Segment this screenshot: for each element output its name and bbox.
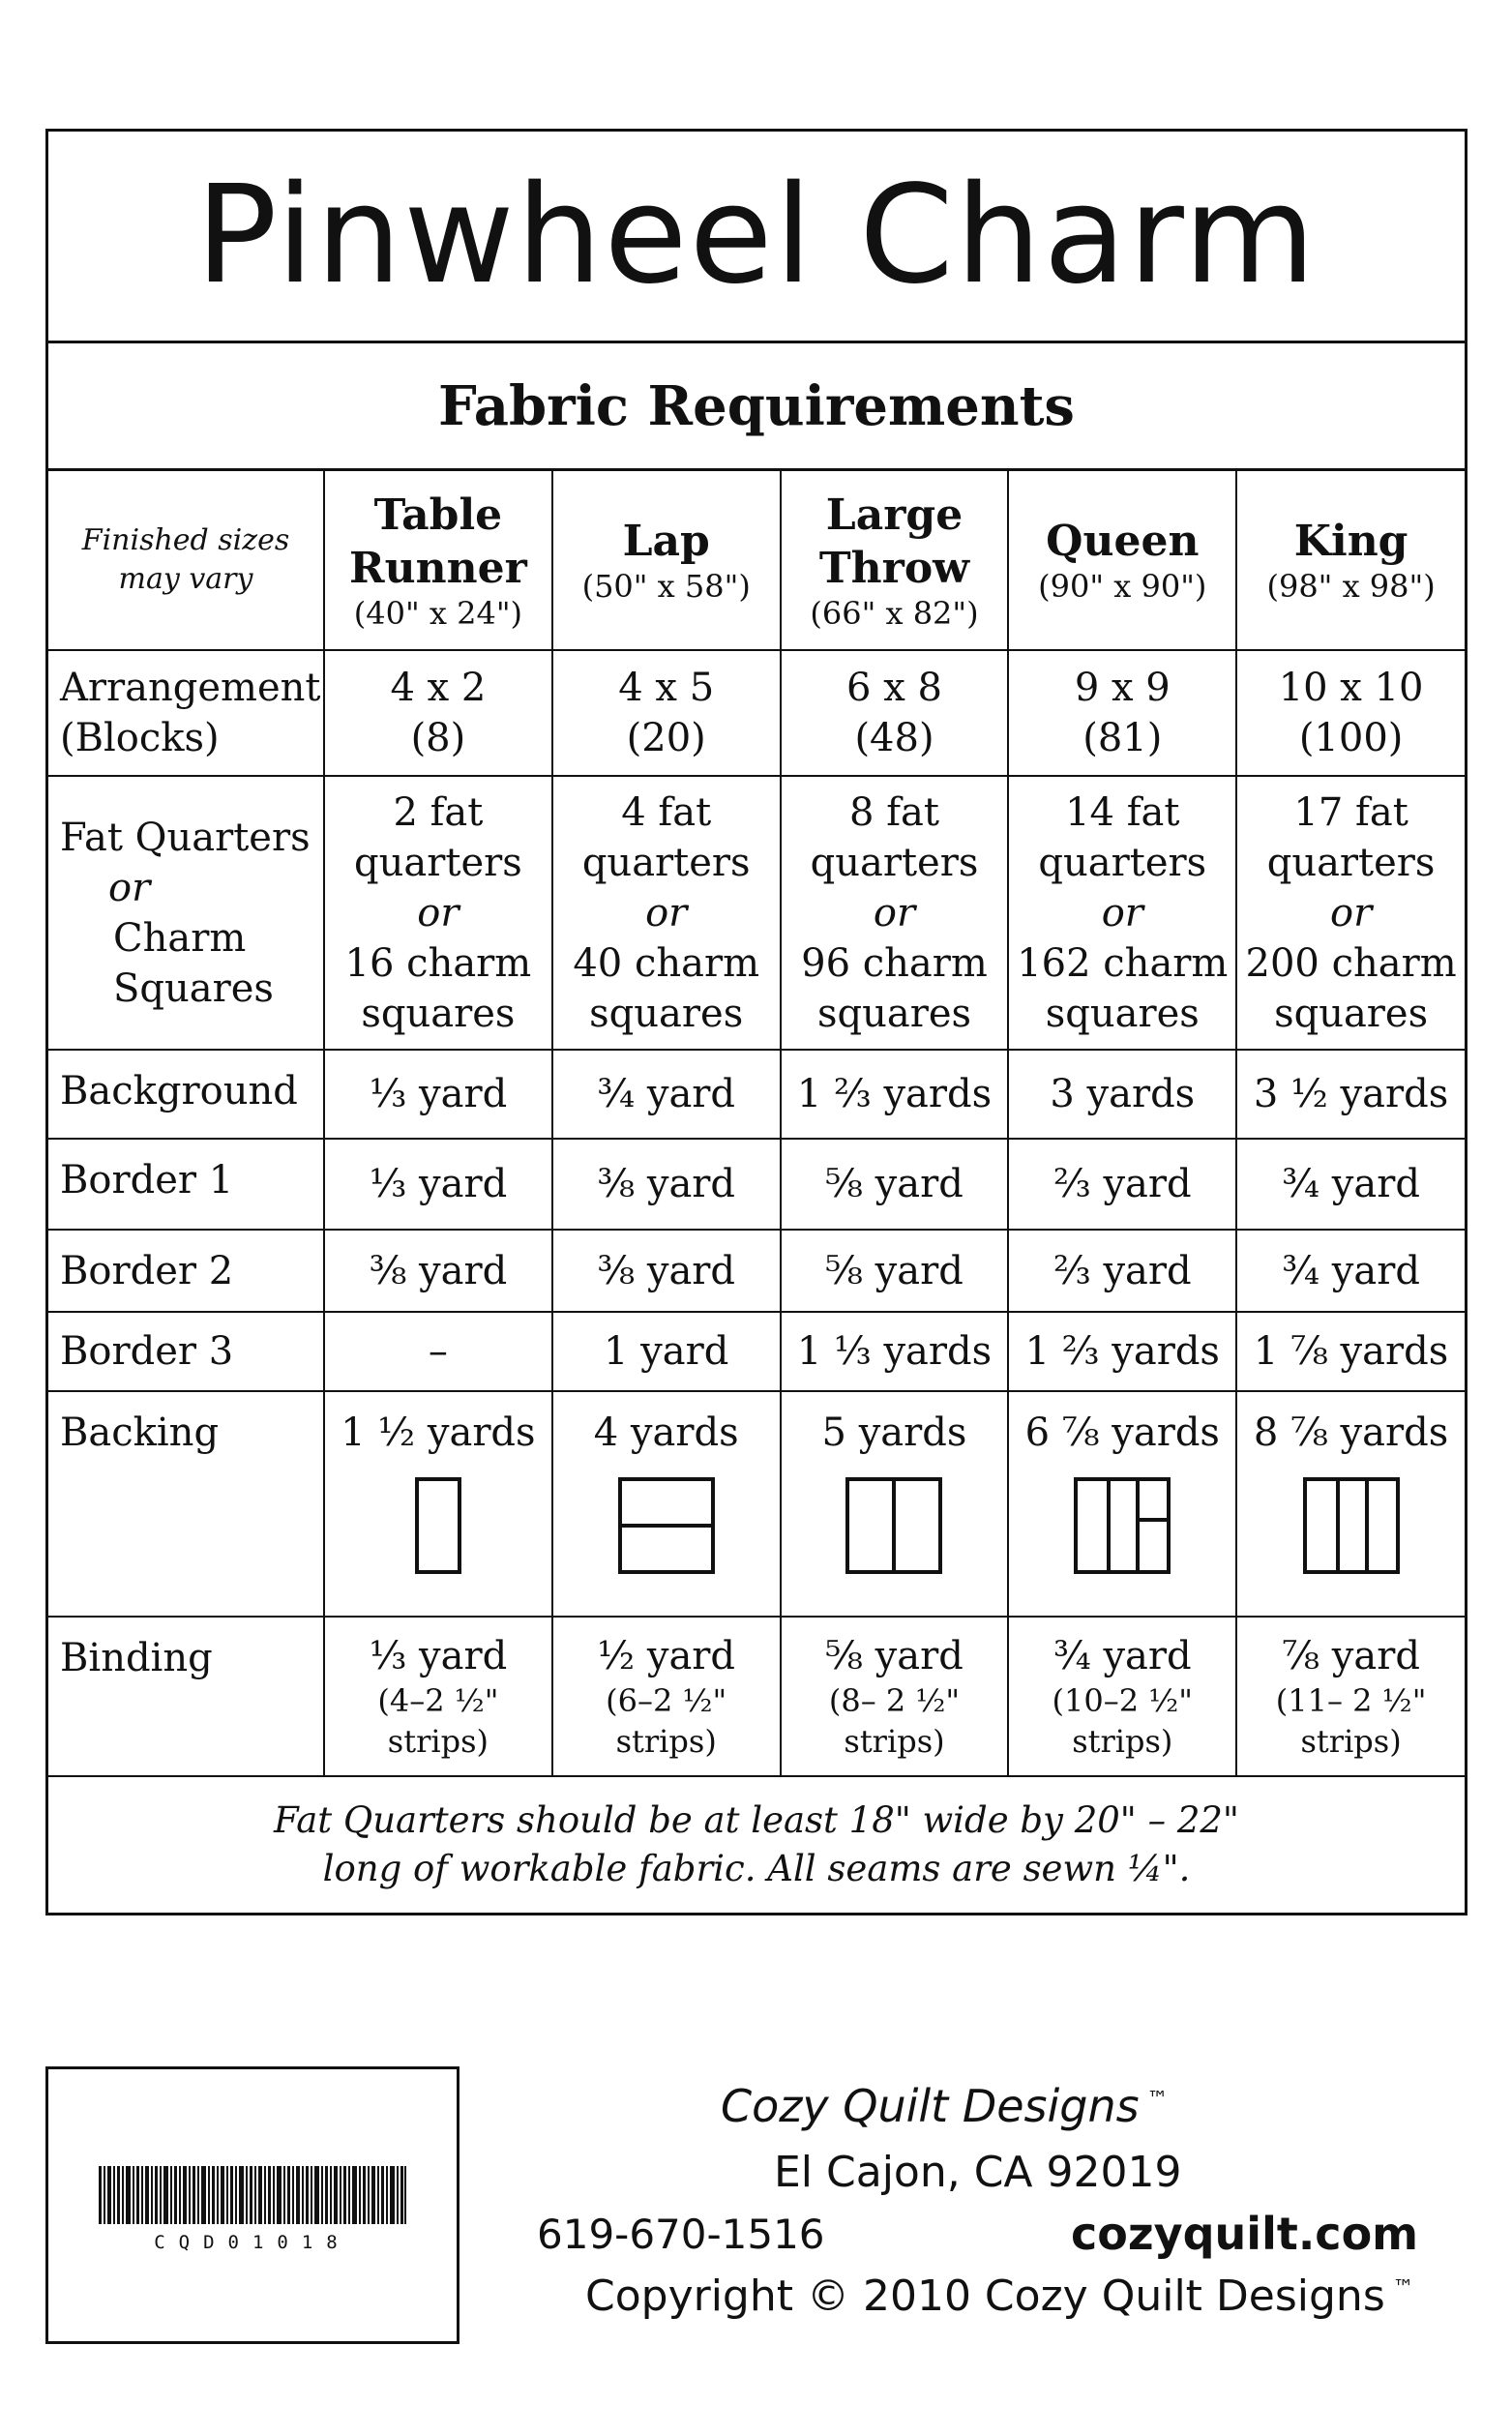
border-1-cell: ⅜ yard: [552, 1139, 781, 1230]
border-3-label: Border 3: [48, 1312, 324, 1391]
binding-cell: ⅝ yard (8– 2 ½" strips): [781, 1617, 1009, 1776]
border-2-label: Border 2: [48, 1230, 324, 1312]
border-1-cell: ¾ yard: [1236, 1139, 1465, 1230]
fat-quarters-cell: 14 fat quarters or 162 charm squares: [1008, 776, 1236, 1050]
barcode-number: CQD01018: [154, 2232, 351, 2253]
size-table-runner: Table Runner (40" x 24"): [324, 471, 552, 650]
border-1-cell: ⅔ yard: [1008, 1139, 1236, 1230]
backing-cell: 5 yards: [781, 1391, 1009, 1617]
fat-quarters-cell: 17 fat quarters or 200 charm squares: [1236, 776, 1465, 1050]
border-2-row: [48, 1230, 1465, 1312]
background-cell: 3 yards: [1008, 1050, 1236, 1139]
fabric-requirements-sheet: [45, 129, 1468, 1915]
size-header-row: [48, 471, 1465, 650]
border-1-row: [48, 1139, 1465, 1230]
size-queen: Queen (90" x 90"): [1008, 471, 1236, 650]
binding-cell: ⅓ yard (4–2 ½" strips): [324, 1617, 552, 1776]
background-label: Background: [48, 1050, 324, 1139]
company-name: Cozy Quilt Designs ™: [721, 2080, 1169, 2132]
backing-cell: 4 yards: [552, 1391, 781, 1617]
backing-cell: 8 ⅞ yards: [1236, 1391, 1465, 1617]
fat-quarters-cell: 4 fat quarters or 40 charm squares: [552, 776, 781, 1050]
company-phone: 619-670-1516: [537, 2211, 825, 2258]
section-subtitle: Fabric Requirements: [438, 373, 1075, 438]
arrangement-row: [48, 650, 1465, 776]
border-2-cell: ⅜ yard: [552, 1230, 781, 1312]
arrangement-label: Arrangement (Blocks): [48, 650, 324, 776]
binding-row: [48, 1617, 1465, 1776]
border-1-label: Border 1: [48, 1139, 324, 1230]
title-row: [48, 132, 1465, 343]
binding-cell: ½ yard (6–2 ½" strips): [552, 1617, 781, 1776]
fat-quarters-row: [48, 776, 1465, 1050]
copyright-notice: Copyright © 2010 Cozy Quilt Designs ™: [585, 2272, 1414, 2321]
background-cell: ⅓ yard: [324, 1050, 552, 1139]
background-cell: ¾ yard: [552, 1050, 781, 1139]
binding-cell: ⅞ yard (11– 2 ½" strips): [1236, 1617, 1465, 1776]
backing-cell: 6 ⅞ yards: [1008, 1391, 1236, 1617]
background-cell: 3 ½ yards: [1236, 1050, 1465, 1139]
size-large-throw: Large Throw (66" x 82"): [781, 471, 1009, 650]
binding-cell: ¾ yard (10–2 ½" strips): [1008, 1617, 1236, 1776]
backing-cell: 1 ½ yards: [324, 1391, 552, 1617]
arrangement-cell: 6 x 8 (48): [781, 650, 1009, 776]
border-2-cell: ¾ yard: [1236, 1230, 1465, 1312]
border-2-cell: ⅝ yard: [781, 1230, 1009, 1312]
border-3-cell: 1 ⅔ yards: [1008, 1312, 1236, 1391]
border-3-cell: 1 yard: [552, 1312, 781, 1391]
background-cell: 1 ⅔ yards: [781, 1050, 1009, 1139]
backing-layout-diagram: [618, 1477, 715, 1574]
finished-sizes-note: Finished sizes may vary: [48, 471, 324, 650]
backing-layout-diagram: [415, 1477, 461, 1574]
background-row: [48, 1050, 1465, 1139]
requirements-table: [48, 471, 1465, 1913]
arrangement-cell: 4 x 5 (20): [552, 650, 781, 776]
arrangement-cell: 4 x 2 (8): [324, 650, 552, 776]
border-1-cell: ⅓ yard: [324, 1139, 552, 1230]
size-lap: Lap (50" x 58"): [552, 471, 781, 650]
border-3-cell: 1 ⅓ yards: [781, 1312, 1009, 1391]
fat-quarter-footnote: Fat Quarters should be at least 18" wide by 20" – 22" long of workable fabric. All seams are sewn ¼".: [48, 1776, 1465, 1913]
border-3-row: [48, 1312, 1465, 1391]
border-1-cell: ⅝ yard: [781, 1139, 1009, 1230]
border-2-cell: ⅜ yard: [324, 1230, 552, 1312]
border-2-cell: ⅔ yard: [1008, 1230, 1236, 1312]
border-3-cell: –: [324, 1312, 552, 1391]
pattern-title: Pinwheel Charm: [195, 157, 1318, 314]
footnote-row: [48, 1776, 1465, 1913]
backing-row: [48, 1391, 1465, 1617]
arrangement-cell: 9 x 9 (81): [1008, 650, 1236, 776]
arrangement-cell: 10 x 10 (100): [1236, 650, 1465, 776]
backing-layout-diagram: [845, 1477, 942, 1574]
barcode-icon: [99, 2166, 406, 2224]
fat-quarters-label: Fat Quarters or Charm Squares: [48, 776, 324, 1050]
border-3-cell: 1 ⅞ yards: [1236, 1312, 1465, 1391]
company-city: El Cajon, CA 92019: [774, 2148, 1182, 2197]
backing-layout-diagram: [1303, 1477, 1400, 1574]
subtitle-row: [48, 343, 1465, 471]
fat-quarters-cell: 8 fat quarters or 96 charm squares: [781, 776, 1009, 1050]
backing-label: Backing: [48, 1391, 324, 1617]
backing-layout-diagram: [1074, 1477, 1171, 1574]
size-king: King (98" x 98"): [1236, 471, 1465, 650]
barcode-box: [45, 2066, 460, 2344]
fat-quarters-cell: 2 fat quarters or 16 charm squares: [324, 776, 552, 1050]
company-website: cozyquilt.com: [1071, 2208, 1419, 2260]
binding-label: Binding: [48, 1617, 324, 1776]
